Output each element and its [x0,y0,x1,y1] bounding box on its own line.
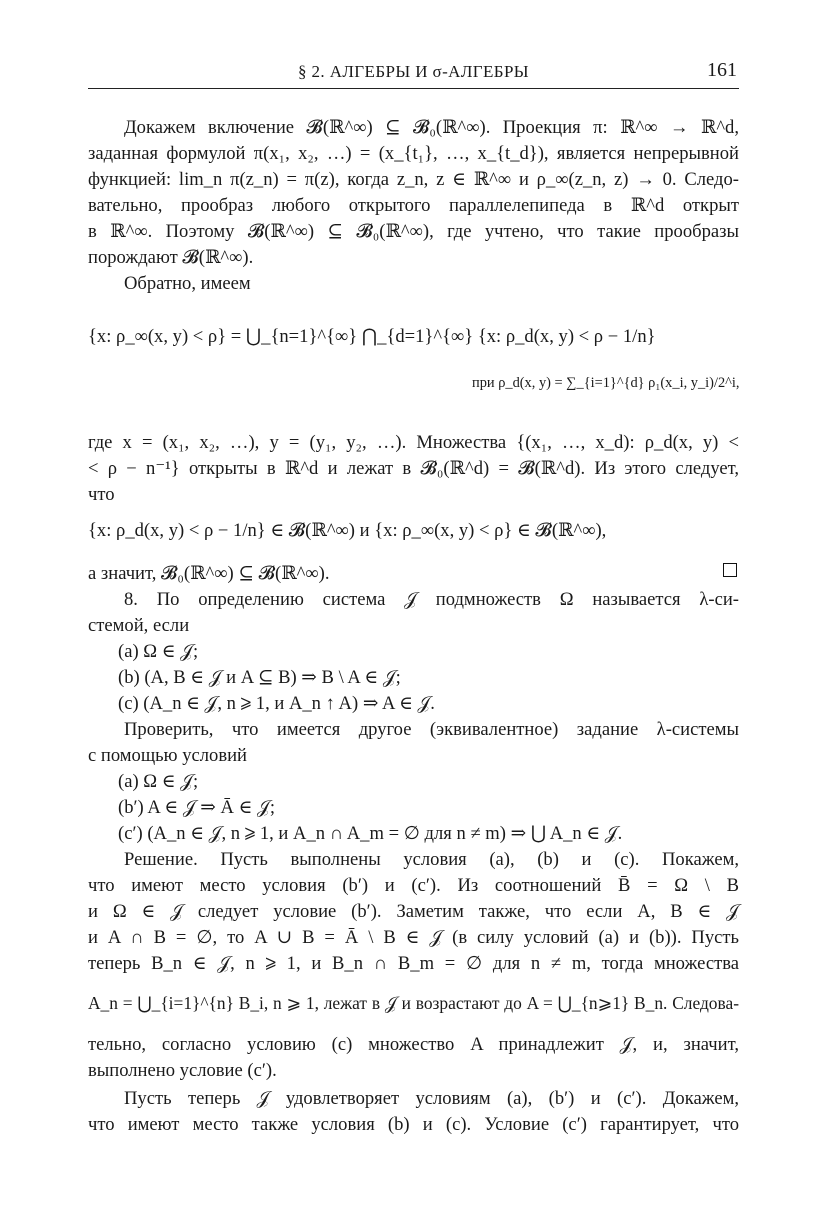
condition-b: (b) (A, B ∈ 𝒥 и A ⊆ B) ⇒ B \ A ∈ 𝒥; [118,667,401,688]
text-line: Пусть теперь 𝒥 удовлетворяет условиям (a), (b′) и (c′). Докажем, [124,1088,739,1109]
text-line: тельно, согласно условию (c) множество A принадлежит 𝒥, и, значит, [88,1034,739,1055]
condition-b-prime: (b′) A ∈ 𝒥 ⇒ Ā ∈ 𝒥; [118,797,276,818]
book-page [88,0,739,1210]
text-line: теперь B_n ∈ 𝒥, n ⩾ 1, и B_n ∩ B_m = ∅ для n ≠ m, тогда множества [88,953,739,974]
section-title: § 2. АЛГЕБРЫ И σ-АЛГЕБРЫ [297,62,530,81]
text-line: где x = (x₁, x₂, …), y = (y₁, y₂, …). Множества {(x₁, …, x_d): ρ_d(x, y) < [88,432,739,453]
text-line: а значит, 𝓑₀(ℝ^∞) ⊆ 𝓑(ℝ^∞). [88,563,330,584]
page-number: 161 [707,59,737,81]
formula-rho-d: при ρ_d(x, y) = ∑_{i=1}^{d} ρ₁(x_i, y_i)/2^i, [472,375,740,391]
qed-square-icon [723,563,737,577]
text-line: Докажем включение 𝓑(ℝ^∞) ⊆ 𝓑₀(ℝ^∞). Проекция π: ℝ^∞ → ℝ^d, [124,117,739,138]
condition-c-prime: (c′) (A_n ∈ 𝒥, n ⩾ 1, и A_n ∩ A_m = ∅ для n ≠ m) ⇒ ⋃ A_n ∈ 𝒥. [118,823,623,844]
text-line: вательно, прообраз любого открытого параллелепипеда в ℝ^d открыт [88,195,739,216]
text-line: заданная формулой π(x₁, x₂, …) = (x_{t₁}, …, x_{t_d}), является непрерывной [88,143,739,164]
text-line: и A ∩ B = ∅, то A ∪ B = Ā \ B ∈ 𝒥 (в силу условий (a) и (b)). Пусть [88,927,739,948]
text-line: в ℝ^∞. Поэтому 𝓑(ℝ^∞) ⊆ 𝓑₀(ℝ^∞), где учтено, что такие прообразы [88,221,739,242]
text-line: выполнено условие (c′). [88,1060,277,1081]
running-header [88,60,739,89]
text-line: функцией: lim_n π(z_n) = π(z), когда z_n, z ∈ ℝ^∞ и ρ_∞(z_n, z) → 0. Следо- [88,169,739,190]
formula-membership: {x: ρ_d(x, y) < ρ − 1/n} ∈ 𝓑(ℝ^∞) и {x: ρ_∞(x, y) < ρ} ∈ 𝓑(ℝ^∞), [88,520,607,541]
condition-a-prime: (a) Ω ∈ 𝒥; [118,771,199,792]
text-line: стемой, если [88,615,190,636]
text-line: Проверить, что имеется другое (эквивалентное) задание λ-системы [124,719,739,740]
text-line: A_n = ⋃_{i=1}^{n} B_i, n ⩾ 1, лежат в 𝒥 и возрастают до A = ⋃_{n⩾1} B_n. Следова- [88,993,739,1013]
formula-union-intersection: {x: ρ_∞(x, y) < ρ} = ⋃_{n=1}^{∞} ⋂_{d=1}^{∞} {x: ρ_d(x, y) < ρ − 1/n} [88,326,656,347]
problem-8-start: 8. По определению система 𝒥 подмножеств Ω называется λ-си- [124,589,739,610]
text-line: что имеют место условия (b′) и (c′). Из соотношений B̄ = Ω \ B [88,875,739,896]
text-line: и Ω ∈ 𝒥 следует условие (b′). Заметим также, что если A, B ∈ 𝒥 [88,901,739,922]
condition-a: (a) Ω ∈ 𝒥; [118,641,199,662]
condition-c: (c) (A_n ∈ 𝒥, n ⩾ 1, и A_n ↑ A) ⇒ A ∈ 𝒥. [118,693,435,714]
solution-start: Решение. Пусть выполнены условия (a), (b) и (c). Покажем, [124,849,739,870]
text-line: с помощью условий [88,745,248,766]
text-line: что имеют место также условия (b) и (c). Условие (c′) гарантирует, что [88,1114,739,1135]
text-line: порождают 𝓑(ℝ^∞). [88,247,254,268]
text-line: что [88,484,115,505]
text-line: Обратно, имеем [124,273,251,294]
text-line: < ρ − n⁻¹} открыты в ℝ^d и лежат в 𝓑₀(ℝ^d) = 𝓑(ℝ^d). Из этого следует, [88,458,739,479]
